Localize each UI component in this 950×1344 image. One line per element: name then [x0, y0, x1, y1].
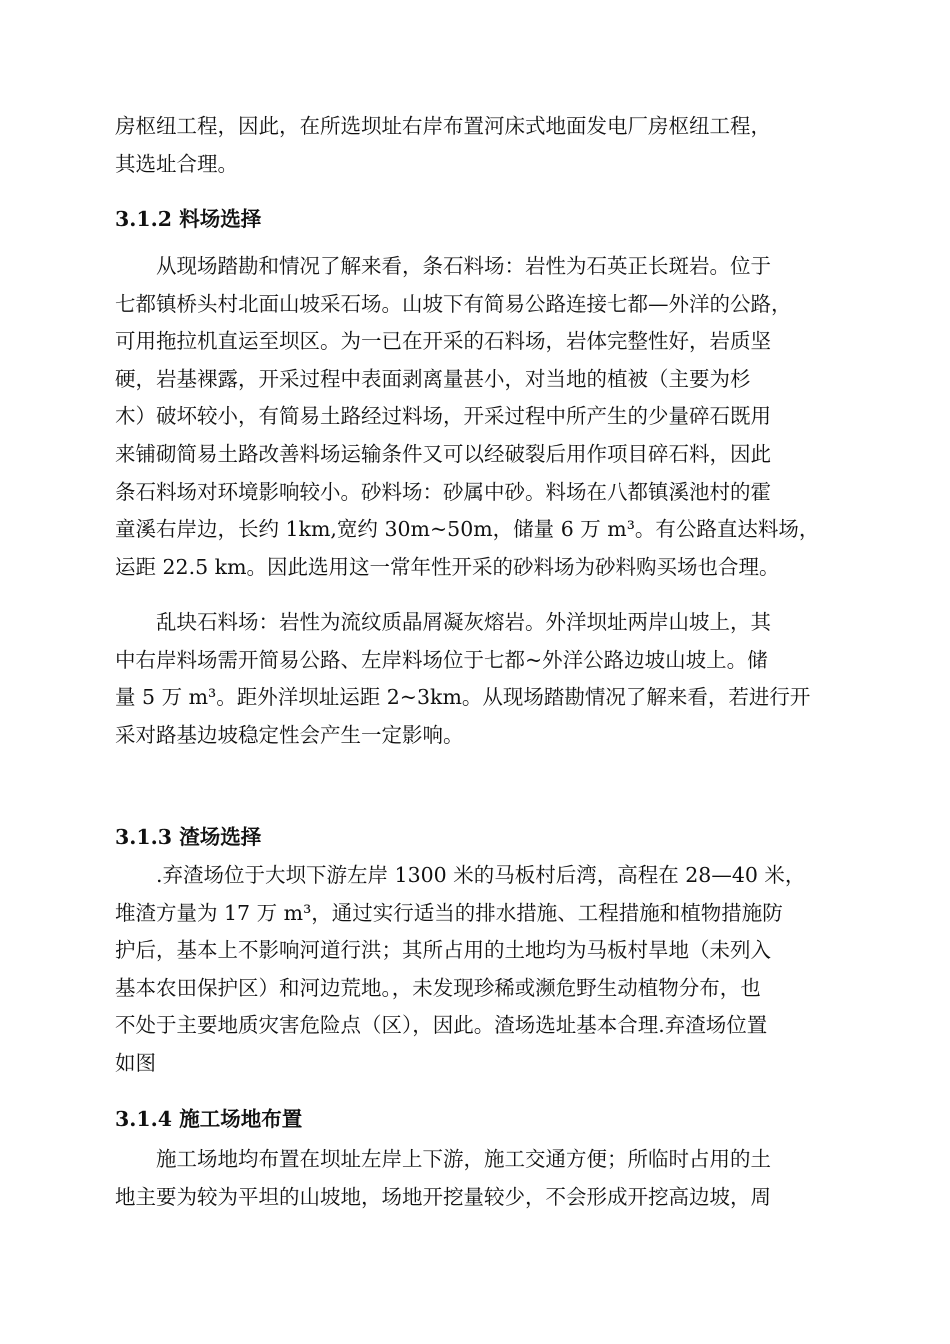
text-line: 施工场地均布置在坝址左岸上下游，施工交通方便；所临时占用的土 [156, 1147, 771, 1171]
paragraph-construction-site [115, 1141, 840, 1216]
text-line: 量 5 万 m³。距外洋坝址运距 2~3km。从现场踏勘情况了解来看，若进行开 [115, 685, 811, 710]
text-line: 可用拖拉机直运至坝区。为一已在开采的石料场，岩体完整性好，岩质坚 [115, 329, 771, 354]
paragraph-quarry-selection [115, 248, 840, 586]
text-line: 木）破坏较小，有简易土路经过料场，开采过程中所产生的少量碎石既用 [115, 404, 771, 429]
text-line: 运距 22.5 km。因此选用这一常年性开采的砂料场为砂料购买场也合理。 [115, 554, 780, 579]
text-line: 条石料场对环境影响较小。砂料场：砂属中砂。料场在八都镇溪池村的霍 [115, 479, 771, 504]
text-line: 地主要为较为平坦的山坡地，场地开挖量较少，不会形成开挖高边坡，周 [115, 1184, 771, 1209]
text-line: 不处于主要地质灾害危险点（区），因此。渣场选址基本合理.弃渣场位置 [115, 1013, 768, 1038]
text-line: 基本农田保护区）和河边荒地。，未发现珍稀或濒危野生动植物分布，也 [115, 975, 761, 1000]
text-line: 护后，基本上不影响河道行洪；其所占用的土地均为马板村旱地（未列入 [115, 938, 771, 963]
text-line: 中右岸料场需开简易公路、左岸料场位于七都~外洋公路边坡山坡上。储 [115, 647, 768, 672]
text-line: 堆渣方量为 17 万 m³，通过实行适当的排水措施、工程措施和植物措施防 [115, 900, 783, 925]
text-line: 童溪右岸边，长约 1km,宽约 30m~50m，储量 6 万 m³。有公路直达料场， [115, 517, 820, 542]
section-heading-3-1-3: 3.1.3 渣场选择 [115, 825, 262, 849]
text-line: 从现场踏勘和情况了解来看，条石料场：岩性为石英正长斑岩。位于 [156, 254, 771, 278]
text-line: 如图 [115, 1050, 156, 1075]
text-line: 来铺砌简易土路改善料场运输条件又可以经破裂后用作项目碎石料，因此 [115, 441, 771, 466]
paragraph-rubble-quarry [115, 604, 840, 754]
text-line: 七都镇桥头村北面山坡采石场。山坡下有简易公路连接七都—外洋的公路， [115, 291, 792, 316]
text-line: .弃渣场位于大坝下游左岸 1300 米的马板村后湾，高程在 28—40 米， [156, 863, 806, 887]
section-heading-3-1-2: 3.1.2 料场选择 [115, 207, 262, 231]
paragraph-spoil-site [115, 857, 840, 1083]
text-line: 采对路基边坡稳定性会产生一定影响。 [115, 722, 464, 747]
text-line: 房枢纽工程，因此，在所选坝址右岸布置河床式地面发电厂房枢纽工程， [115, 114, 771, 138]
paragraph-hub-conclusion [115, 108, 840, 183]
text-line: 硬，岩基裸露，开采过程中表面剥离量甚小，对当地的植被（主要为杉 [115, 366, 751, 391]
section-heading-3-1-4: 3.1.4 施工场地布置 [115, 1107, 303, 1131]
text-line: 其选址合理。 [115, 151, 238, 176]
text-line: 乱块石料场：岩性为流纹质晶屑凝灰熔岩。外洋坝址两岸山坡上，其 [156, 610, 771, 634]
